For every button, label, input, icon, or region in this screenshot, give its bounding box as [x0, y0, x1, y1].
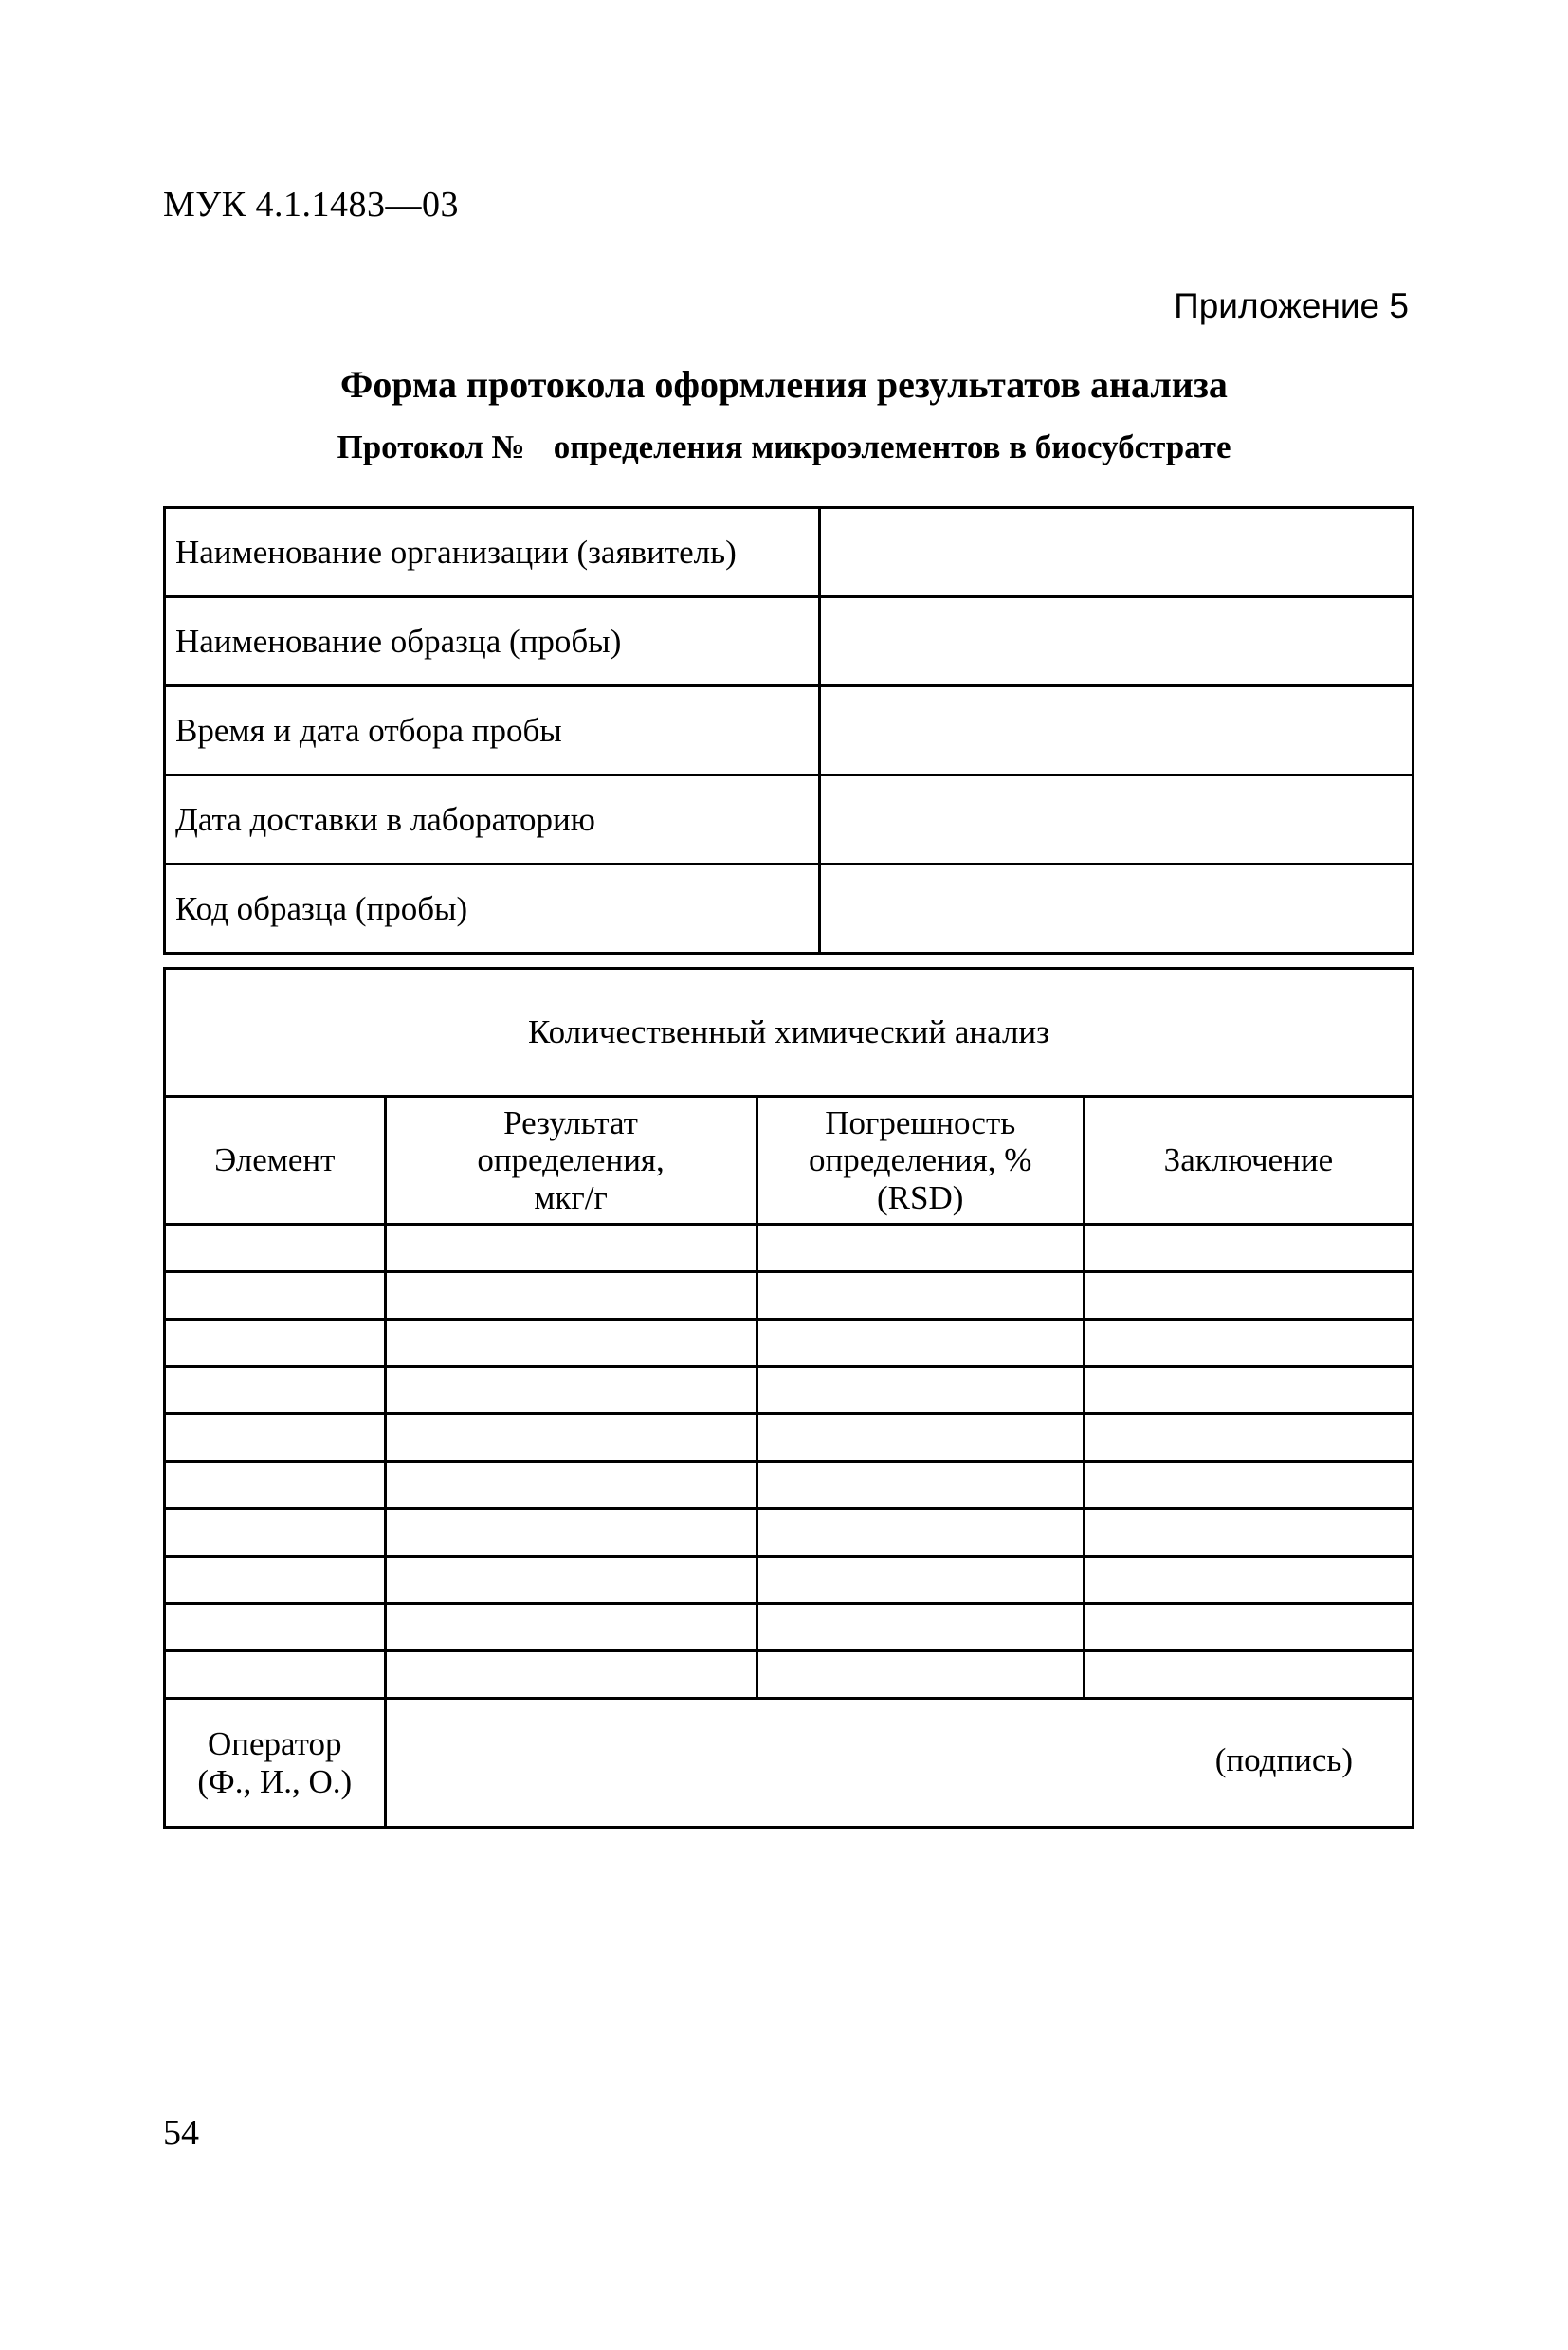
element-cell[interactable] — [165, 1272, 386, 1320]
error-cell[interactable] — [757, 1272, 1084, 1320]
section-title: Количественный химический анализ — [165, 969, 1413, 1097]
sample-info-table — [163, 506, 1414, 955]
error-cell[interactable] — [757, 1509, 1084, 1557]
table-row — [165, 1272, 1413, 1320]
form-title: Форма протокола оформления результатов анализа — [340, 363, 1228, 406]
info-value-field[interactable] — [819, 865, 1413, 954]
error-cell[interactable] — [757, 1367, 1084, 1414]
header-line: определения, — [477, 1141, 665, 1179]
operator-label-line: Оператор — [208, 1725, 342, 1763]
conclusion-cell[interactable] — [1084, 1462, 1413, 1509]
info-value-field[interactable] — [819, 775, 1413, 865]
element-cell[interactable] — [165, 1320, 386, 1367]
conclusion-cell[interactable] — [1084, 1320, 1413, 1367]
info-row — [165, 865, 1413, 954]
error-cell[interactable] — [757, 1557, 1084, 1604]
analysis-results-table — [163, 967, 1414, 1829]
protocol-subject: определения микроэлементов в биосубстрате — [553, 428, 1231, 465]
section-title-row — [165, 969, 1413, 1097]
conclusion-cell[interactable] — [1084, 1604, 1413, 1651]
table-row — [165, 1509, 1413, 1557]
conclusion-cell[interactable] — [1084, 1509, 1413, 1557]
conclusion-cell[interactable] — [1084, 1414, 1413, 1462]
element-cell[interactable] — [165, 1367, 386, 1414]
info-value-field[interactable] — [819, 597, 1413, 686]
result-cell[interactable] — [385, 1320, 757, 1367]
result-cell[interactable] — [385, 1225, 757, 1272]
conclusion-cell[interactable] — [1084, 1225, 1413, 1272]
conclusion-cell[interactable] — [1084, 1557, 1413, 1604]
header-line: Погрешность — [825, 1104, 1016, 1142]
operator-label-line: (Ф., И., О.) — [197, 1762, 353, 1800]
conclusion-cell[interactable] — [1084, 1272, 1413, 1320]
result-cell[interactable] — [385, 1604, 757, 1651]
table-row — [165, 1225, 1413, 1272]
element-cell[interactable] — [165, 1414, 386, 1462]
appendix-label: Приложение 5 — [1174, 286, 1409, 325]
info-value-field[interactable] — [819, 508, 1413, 597]
result-cell[interactable] — [385, 1367, 757, 1414]
conclusion-cell[interactable] — [1084, 1367, 1413, 1414]
error-cell[interactable] — [757, 1604, 1084, 1651]
page-number: 54 — [163, 2113, 199, 2153]
error-cell[interactable] — [757, 1320, 1084, 1367]
element-cell[interactable] — [165, 1651, 386, 1699]
column-header-row — [165, 1097, 1413, 1225]
operator-label — [165, 1699, 386, 1828]
element-cell[interactable] — [165, 1462, 386, 1509]
table-row — [165, 1367, 1413, 1414]
table-row — [165, 1462, 1413, 1509]
header-line: Элемент — [214, 1141, 336, 1179]
column-header-error — [757, 1097, 1084, 1225]
table-row — [165, 1557, 1413, 1604]
table-row — [165, 1414, 1413, 1462]
column-header-conclusion — [1084, 1097, 1413, 1225]
info-row — [165, 508, 1413, 597]
column-header-element — [165, 1097, 386, 1225]
header-line: (RSD) — [876, 1178, 964, 1216]
protocol-title — [0, 428, 1568, 466]
result-cell[interactable] — [385, 1462, 757, 1509]
info-label: Наименование организации (заявитель) — [165, 508, 820, 597]
info-row — [165, 775, 1413, 865]
table-row — [165, 1651, 1413, 1699]
info-label: Наименование образца (пробы) — [165, 597, 820, 686]
error-cell[interactable] — [757, 1651, 1084, 1699]
element-cell[interactable] — [165, 1225, 386, 1272]
result-cell[interactable] — [385, 1414, 757, 1462]
info-row — [165, 686, 1413, 775]
conclusion-cell[interactable] — [1084, 1651, 1413, 1699]
signature-label: (подпись) — [1214, 1741, 1353, 1778]
document-code: МУК 4.1.1483—03 — [163, 185, 460, 225]
table-row — [165, 1604, 1413, 1651]
element-cell[interactable] — [165, 1604, 386, 1651]
operator-row — [165, 1699, 1413, 1828]
info-value-field[interactable] — [819, 686, 1413, 775]
error-cell[interactable] — [757, 1414, 1084, 1462]
result-cell[interactable] — [385, 1651, 757, 1699]
column-header-result — [385, 1097, 757, 1225]
protocol-prefix: Протокол № — [337, 428, 525, 465]
info-label: Код образца (пробы) — [165, 865, 820, 954]
result-cell[interactable] — [385, 1557, 757, 1604]
result-cell[interactable] — [385, 1272, 757, 1320]
element-cell[interactable] — [165, 1509, 386, 1557]
element-cell[interactable] — [165, 1557, 386, 1604]
error-cell[interactable] — [757, 1462, 1084, 1509]
header-line: определения, % — [809, 1141, 1032, 1179]
header-line: Результат — [503, 1104, 638, 1142]
info-label: Время и дата отбора пробы — [165, 686, 820, 775]
info-row — [165, 597, 1413, 686]
operator-signature-field[interactable] — [385, 1699, 1413, 1828]
info-label: Дата доставки в лабораторию — [165, 775, 820, 865]
table-row — [165, 1320, 1413, 1367]
header-line: Заключение — [1163, 1141, 1334, 1179]
result-cell[interactable] — [385, 1509, 757, 1557]
error-cell[interactable] — [757, 1225, 1084, 1272]
header-line: мкг/г — [534, 1178, 608, 1216]
